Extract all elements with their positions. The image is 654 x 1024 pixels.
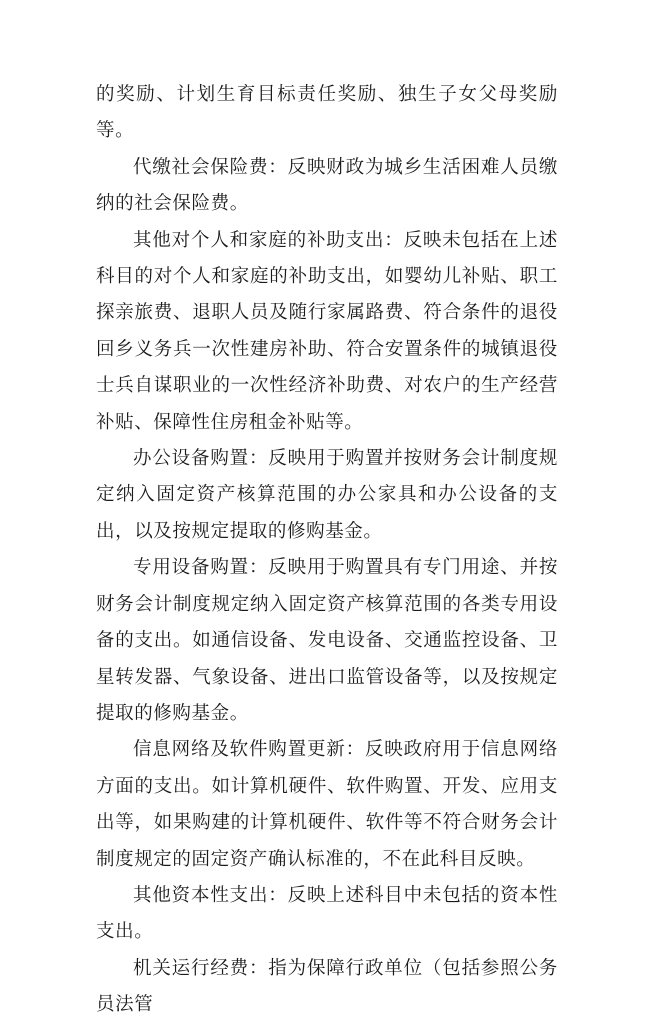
paragraph-other-subsidies: 其他对个人和家庭的补助支出：反映未包括在上述科目的对个人和家庭的补助支出，如婴幼儿补贴、职工探亲旅费、退职人员及随行家属路费、符合条件的退役回乡义务兵一次性建房补助、符合安置条件的城镇退役士兵自谋职业的一次性经济补助费、对农户的生产经营补贴、保障性住房租金补贴等。 bbox=[96, 229, 558, 433]
paragraph-other-capital: 其他资本性支出：反映上述科目中未包括的资本性支出。 bbox=[96, 884, 558, 943]
paragraph-social-insurance: 代缴社会保险费：反映财政为城乡生活困难人员缴纳的社会保险费。 bbox=[96, 156, 558, 215]
document-body bbox=[96, 77, 558, 1024]
paragraph-office-equipment: 办公设备购置：反映用于购置并按财务会计制度规定纳入固定资产核算范围的办公家具和办公设备的支出，以及按规定提取的修购基金。 bbox=[96, 448, 558, 542]
paragraph-operating-funds: 机关运行经费：指为保障行政单位（包括参照公务员法管 bbox=[96, 957, 558, 1016]
paragraph-it-software: 信息网络及软件购置更新：反映政府用于信息网络方面的支出。如计算机硬件、软件购置、开发、应用支出等，如果购建的计算机硬件、软件等不符合财务会计制度规定的固定资产确认标准的，不在此科目反映。 bbox=[96, 739, 558, 870]
paragraph-special-equipment: 专用设备购置：反映用于购置具有专门用途、并按财务会计制度规定纳入固定资产核算范围的各类专用设备的支出。如通信设备、发电设备、交通监控设备、卫星转发器、气象设备、进出口监管设备等，以及按规定提取的修购基金。 bbox=[96, 557, 558, 724]
paragraph-continuation: 的奖励、计划生育目标责任奖励、独生子女父母奖励等。 bbox=[96, 84, 558, 142]
